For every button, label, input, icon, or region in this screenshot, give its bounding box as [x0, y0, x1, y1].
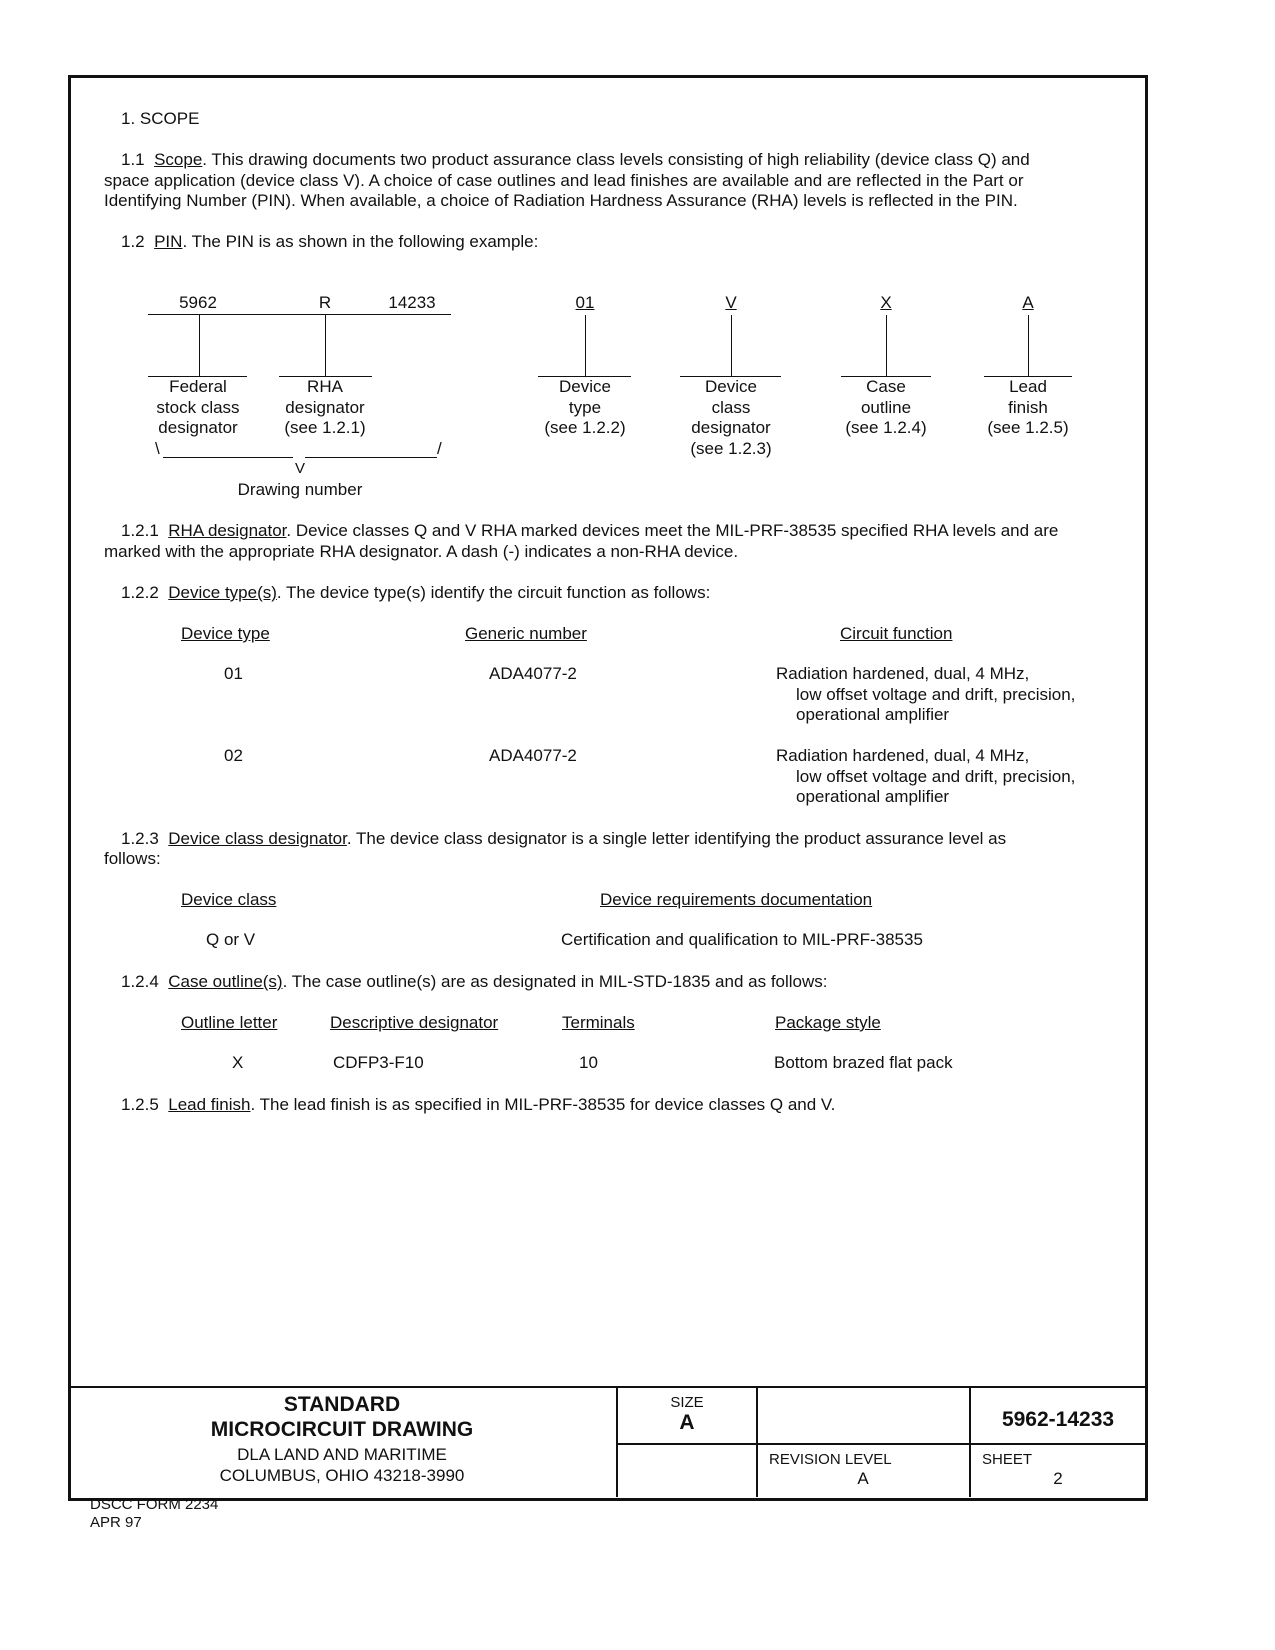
divider [756, 1387, 758, 1497]
paragraph-1-2-1: 1.2.1 RHA designator. Device classes Q and V RHA marked devices meet the MIL-PRF-38535 specified RHA levels and are [121, 521, 1059, 540]
para-line: . This drawing documents two product assurance class levels consisting of high reliability (device class Q) and [202, 150, 1030, 169]
document-number: 5962-14233 [1001, 1408, 1115, 1431]
pin-line [585, 315, 586, 377]
pin-label-federal: Federal stock class designator [156, 377, 240, 437]
pin-part: 01 [575, 293, 595, 312]
circuit-function-cell: low offset voltage and drift, precision, [796, 767, 1076, 786]
column-header: Device class [181, 890, 277, 909]
pin-line [1028, 315, 1029, 377]
sheet-value: 2 [1053, 1469, 1063, 1488]
column-header: Device type [181, 624, 270, 643]
form-number: DSCC FORM 2234 [90, 1496, 219, 1513]
circuit-function-cell: Radiation hardened, dual, 4 MHz, [776, 664, 1030, 683]
para-line: space application (device class V). A choice of case outlines and lead finishes are available and are reflected in the Part or [104, 171, 1024, 190]
device-type-cell: 02 [224, 746, 243, 765]
paragraph-1-2 [121, 232, 538, 252]
para-line: follows: [104, 849, 161, 868]
column-header: Terminals [562, 1013, 635, 1032]
para-line: marked with the appropriate RHA designator. A dash (-) indicates a non-RHA device. [104, 542, 739, 561]
pin-part: 5962 [179, 293, 217, 312]
para-line: Identifying Number (PIN). When available, a choice of Radiation Hardness Assurance (RHA) levels is reflected in the PIN. [104, 191, 1018, 210]
size-label: SIZE [670, 1394, 704, 1411]
drawing-number-label: Drawing number [237, 480, 363, 499]
pin-line [325, 315, 326, 377]
circuit-function-cell: Radiation hardened, dual, 4 MHz, [776, 746, 1030, 765]
footer-title: MICROCIRCUIT DRAWING [210, 1418, 474, 1441]
requirements-cell: Certification and qualification to MIL-PRF-38535 [561, 930, 923, 949]
circuit-function-cell: low offset voltage and drift, precision, [796, 685, 1076, 704]
para-title: PIN [154, 232, 183, 251]
device-class-cell: Q or V [206, 930, 256, 949]
divider [969, 1387, 971, 1497]
paragraph-1-2-2: 1.2.2 Device type(s). The device type(s) identify the circuit function as follows: [121, 583, 711, 602]
page-frame [68, 75, 1148, 1501]
bracket-point: V [294, 460, 306, 477]
pin-label-lead-finish: Lead finish (see 1.2.5) [987, 377, 1069, 437]
pin-label-device-type: Device type (see 1.2.2) [544, 377, 626, 437]
divider [616, 1387, 618, 1497]
paragraph-1-1 [121, 150, 1030, 170]
pin-label-device-class: Device class designator (see 1.2.3) [690, 377, 772, 458]
circuit-function-cell: operational amplifier [796, 705, 950, 724]
section-heading: 1. SCOPE [121, 109, 200, 128]
column-header: Circuit function [840, 624, 953, 643]
form-date: APR 97 [90, 1514, 142, 1531]
table-cell: CDFP3-F10 [333, 1053, 424, 1072]
paragraph-1-2-3: 1.2.3 Device class designator. The device class designator is a single letter identifying the product assurance level as [121, 829, 1007, 848]
paragraph-1-2-4: 1.2.4 Case outline(s). The case outline(s) are as designated in MIL-STD-1835 and as follows: [121, 972, 828, 991]
revision-value: A [857, 1469, 869, 1488]
bracket-line [305, 457, 437, 458]
pin-part: V [725, 293, 737, 312]
revision-label: REVISION LEVEL [769, 1451, 892, 1468]
generic-number-cell: ADA4077-2 [489, 664, 577, 683]
pin-part: X [880, 293, 892, 312]
para-line: . The PIN is as shown in the following example: [182, 232, 539, 251]
para-num: 1.2 [121, 232, 145, 251]
footer-address: COLUMBUS, OHIO 43218-3990 [219, 1466, 465, 1485]
paragraph-1-2-5: 1.2.5 Lead finish. The lead finish is as specified in MIL-PRF-38535 for device classes Q and V. [121, 1095, 836, 1114]
column-header: Device requirements documentation [600, 890, 873, 909]
divider [617, 1443, 1145, 1445]
column-header: Generic number [465, 624, 587, 643]
bracket-line [163, 457, 293, 458]
divider [70, 1386, 1145, 1388]
size-value: A [679, 1411, 695, 1434]
footer-org: DLA LAND AND MARITIME [237, 1445, 447, 1464]
pin-label-rha: RHA designator (see 1.2.1) [284, 377, 366, 437]
pin-line [148, 314, 451, 315]
table-cell: Bottom brazed flat pack [774, 1053, 953, 1072]
pin-part: R [318, 293, 332, 312]
circuit-function-cell: operational amplifier [796, 787, 950, 806]
pin-part: 14233 [388, 293, 436, 312]
bracket-right: / [437, 439, 442, 458]
para-num: 1.1 [121, 150, 145, 169]
bracket-left: \ [155, 439, 160, 458]
footer-title: STANDARD [283, 1393, 401, 1416]
pin-line [731, 315, 732, 377]
generic-number-cell: ADA4077-2 [489, 746, 577, 765]
table-cell: X [232, 1053, 244, 1072]
pin-part: A [1022, 293, 1034, 312]
pin-label-case-outline: Case outline (see 1.2.4) [845, 377, 927, 437]
column-header: Descriptive designator [330, 1013, 499, 1032]
pin-line [886, 315, 887, 377]
sheet-label: SHEET [982, 1451, 1033, 1468]
column-header: Outline letter [181, 1013, 278, 1032]
pin-line [199, 315, 200, 377]
table-cell: 10 [579, 1053, 598, 1072]
device-type-cell: 01 [224, 664, 243, 683]
para-title: Scope [154, 150, 203, 169]
column-header: Package style [775, 1013, 881, 1032]
